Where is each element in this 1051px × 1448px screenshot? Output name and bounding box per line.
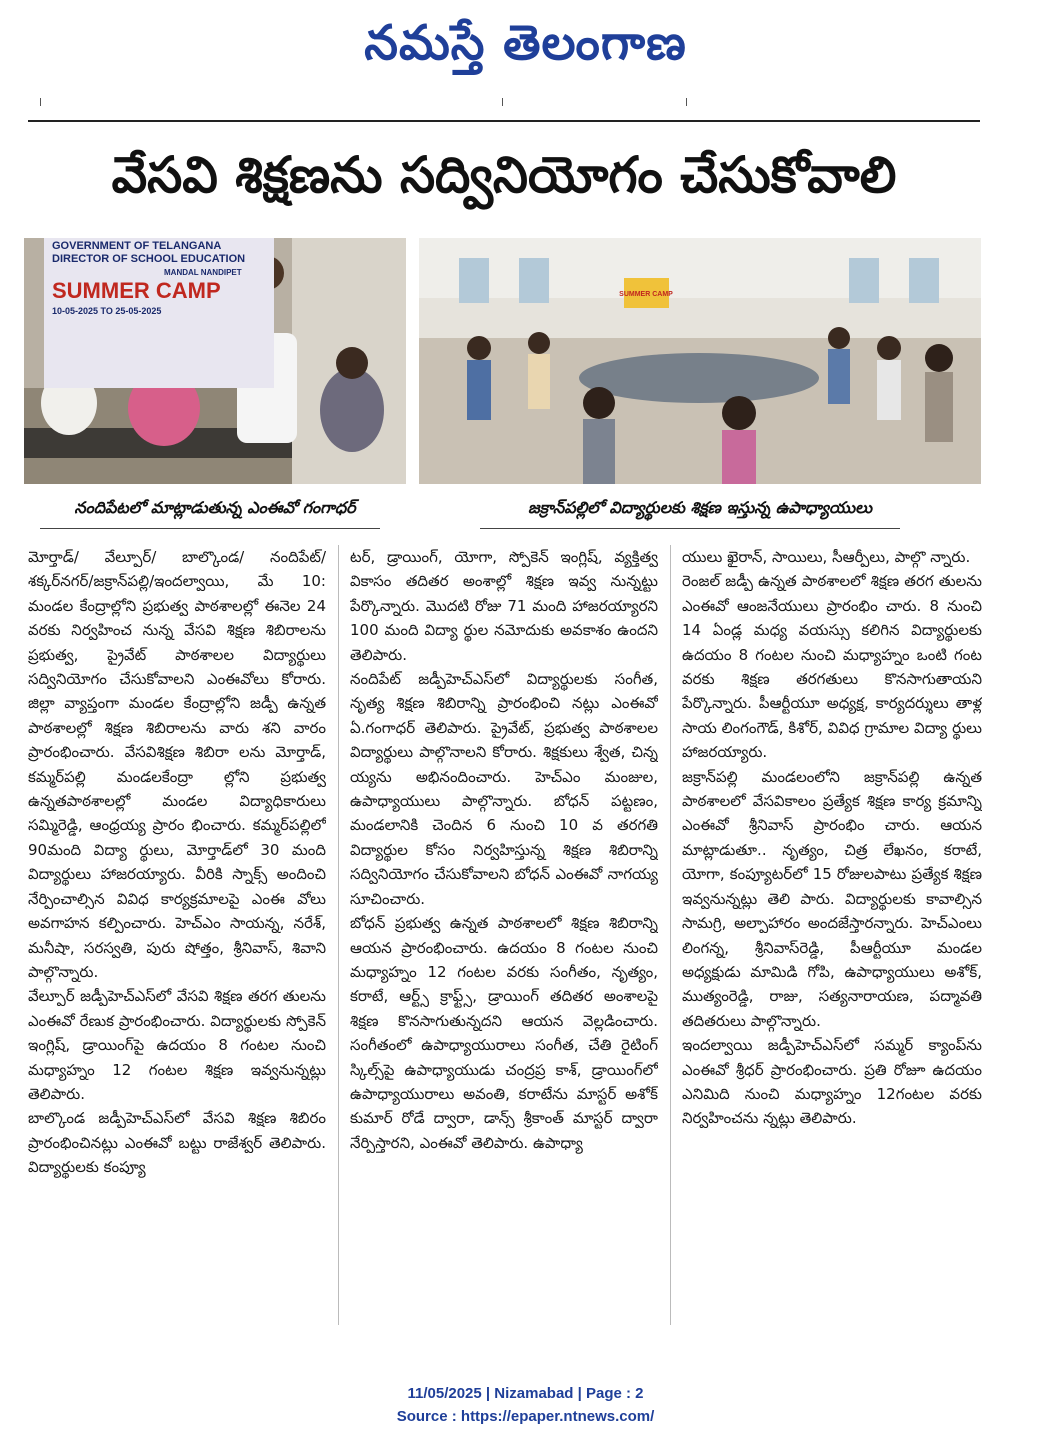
article-headline: వేసవి శిక్షణను సద్వినియోగం చేసుకోవాలి [111, 146, 897, 204]
masthead [0, 0, 1051, 90]
summer-camp-banner [44, 238, 274, 388]
paragraph: బోధన్ ప్రభుత్వ ఉన్నత పాఠశాలలో శిక్షణ శిబిరాన్ని ఆయన ప్రారంభించారు. ఉదయం 8 గంటల నుంచి మధ్యాహ్నం 12 గంటల వరకు సంగీతం, నృత్యం, కరాటే, ఆర్ట్స్ క్రాఫ్ట్స్, డ్రాయింగ్ తదితర అంశాలపై శిక్షణ కొనసాగుతున్నదని ఆయన వెల్లడించారు. సంగీతంలో ఉపాధ్యాయురాలు సంగీత, చేతి రైటింగ్ స్కిల్స్‌పై ఉపాధ్యాయుడు చంద్రప్ర కాశ్, డ్రాయింగ్‌లో ఉపాధ్యాయురాలు అవంతి, కరాటేను మాస్టర్ అశోక్ కుమార్ రోడే ద్వారా, డాన్స్ శ్రీకాంత్ మాస్టర్ ద్వారా నేర్పిస్తారని, ఎంఈవో తెలిపారు. ఉపాధ్యా [350, 914, 658, 1152]
photo-caption-right: జక్రాన్‌పల్లిలో విద్యార్థులకు శిక్షణ ఇస్తున్న ఉపాధ్యాయులు [527, 498, 873, 517]
article-column-1 [28, 545, 326, 1325]
summer-camp-poster: SUMMER CAMP [619, 291, 673, 298]
paragraph: టర్, డ్రాయింగ్, యోగా, స్పోకెన్ ఇంగ్లిష్, వ్యక్తిత్వ వికాసం తదితర అంశాల్లో శిక్షణ ఇవ్వ నున్నట్టు పేర్కొన్నారు. మొదటి రోజు 71 మంది హాజరయ్యారని 100 మంది విద్యా ర్థుల నమోదుకు అవకాశం ఉందని తెలిపారు. [350, 548, 658, 664]
paragraph: బాల్కొండ జడ్పీహెచ్‌ఎస్‌లో వేసవి శిక్షణ శిబిరం ప్రారంభించినట్లు ఎంఈవో బట్టు రాజేశ్వర్ తెలిపారు. విద్యార్థులకు కంప్యూ [28, 1109, 326, 1177]
banner-text: 10-05-2025 TO 25-05-2025 [52, 306, 162, 316]
banner-text: SUMMER CAMP [52, 278, 221, 303]
divider [686, 98, 687, 106]
photo-summer-camp-nandipet [24, 238, 406, 484]
banner-text: DIRECTOR OF SCHOOL EDUCATION [52, 253, 246, 265]
divider [480, 528, 900, 529]
divider [502, 98, 503, 106]
paragraph: రెంజల్ జడ్పీ ఉన్నత పాఠశాలలో శిక్షణ తరగ తులను ఎంఈవో ఆంజనేయులు ప్రారంభిం చారు. 8 నుంచి 14 ఏండ్ల మధ్య వయస్సు కలిగిన విద్యార్థులకు ఉదయం 8 గంటల నుంచి మధ్యాహ్నం ఒంటి గంట వరకు శిక్షణ తరగతులు కొనసాగుతాయని పేర్కొన్నారు. పీఆర్టీయూ అధ్యక్ష, కార్యదర్శులు తాళ్ల సాయ లింగంగౌడ్, కిశోర్, వివిధ గ్రామాల విద్యా ర్థులు హాజరయ్యారు. [682, 572, 982, 762]
paragraph: మోర్తాడ్/ వేల్పూర్/ బాల్కొండ/ నందిపేట్/ శక్కర్‌నగర్/జక్రాన్‌పల్లి/ఇందల్వాయి, మే 10: మండల కేంద్రాల్లోని ప్రభుత్వ పాఠశాలల్లో ఈనెల 24 వరకు నిర్వహించ నున్న వేసవి శిక్షణ శిబిరాలను ప్రభుత్వ, ప్రైవేట్ పాఠశాలల విద్యార్థులు సద్వినియోగం చేసుకోవాలని ఎంఈవోలు కోరారు. జిల్లా వ్యాప్తంగా మండల కేంద్రాల్లోని జడ్పీ ఉన్నత పాఠశాలల్లో శిక్షణ శిబిరాలను వారు శని వారం ప్రారంభించారు. వేసవిశిక్షణ శిబిరా లను మోర్తాడ్, కమ్మర్‌పల్లి మండలకేంద్రా ల్లోని ప్రభుత్వ ఉన్నతపాఠశాలల్లో మండల విద్యాధికారులు సమ్మిరెడ్డి, ఆంధ్రయ్య ప్రారం భించారు. కమ్మర్‌పల్లిలో 90మంది విద్యా ర్థులు, మోర్తాడ్‌లో 30 మంది విద్యార్థులు హాజరయ్యారు. వీరికి స్నాక్స్ అందించి నేర్పించాల్సిన వివిధ కార్యక్రమాలపై ఎంఈ వోలు అవగాహన కల్పించారు. హెచ్‌ఎం సాయన్న, నరేశ్, మనీషా, సరస్వతి, పురు షోత్తం, శ్రీనివాస్, శివాని పాల్గొన్నారు. [28, 548, 326, 981]
article-column-2 [350, 545, 658, 1325]
photo-students-training [419, 238, 981, 484]
paragraph: వేల్పూర్ జడ్పీహెచ్‌ఎస్‌లో వేసవి శిక్షణ తరగ తులను ఎంఈవో రేణుక ప్రారంభించారు. విద్యార్థులకు స్పోకెన్ ఇంగ్లిష్, డ్రాయింగ్‌పై ఉదయం 8 గంటల నుంచి మధ్యాహ్నం 12 గంటల శిక్షణ ఇవ్వనున్నట్లు తెలిపారు. [28, 987, 326, 1103]
column-divider [670, 545, 671, 1325]
divider [40, 528, 380, 529]
footer-dateline: 11/05/2025 | Nizamabad | Page : 2 [407, 1385, 644, 1402]
newspaper-logo: నమస్తే తెలంగాణ [364, 15, 687, 71]
article-column-3 [682, 545, 982, 1325]
paragraph: ఇందల్వాయి జడ్పీహెచ్‌ఎస్‌లో సమ్మర్ క్యాంప్‌ను ఎంఈవో శ్రీధర్ ప్రారంభించారు. ప్రతి రోజూ ఉదయం ఎనిమిది నుంచి మధ్యాహ్నం 12గంటల వరకు నిర్వహించను న్నట్లు తెలిపారు. [682, 1036, 982, 1128]
divider [40, 98, 41, 106]
photo-caption-left: నందిపేటలో మాట్లాడుతున్న ఎంఈవో గంగాధర్ [74, 498, 356, 517]
banner-text: GOVERNMENT OF TELANGANA [52, 240, 222, 252]
column-divider [338, 545, 339, 1325]
divider [28, 120, 980, 122]
paragraph: జక్రాన్‌పల్లి మండలంలోని జక్రాన్‌పల్లి ఉన్నత పాఠశాలలో వేసవికాలం ప్రత్యేక శిక్షణ కార్య క్రమాన్ని ఎంఈవో శ్రీనివాస్ ప్రారంభిం చారు. ఆయన మాట్లాడుతూ.. నృత్యం, చిత్ర లేఖనం, కరాటే, యోగా, కంప్యూటర్‌లో 15 రోజులపాటు ప్రత్యేక శిక్షణ ఇవ్వనున్నట్లు తెలి పారు. విద్యార్థులకు కావాల్సిన సామగ్రి, అల్పాహారం అందజేస్తారన్నారు. హెచ్‌ఎంలు లింగన్న, శ్రీనివాస్‌రెడ్డి, పీఆర్టీయూ మండల అధ్యక్షుడు మామిడి గోపి, ఉపాధ్యాయులు అశోక్, ముత్యంరెడ్డి, రాజు, సత్యనారాయణ, పద్మావతి తదితరులు పాల్గొన్నారు. [682, 767, 982, 1030]
footer-source-link[interactable]: Source : https://epaper.ntnews.com/ [396, 1408, 655, 1425]
paragraph: యులు ఖైరాన్, సాయిలు, సీఆర్పీలు, పాల్గొ న్నారు. [682, 548, 971, 566]
banner-text: MANDAL NANDIPET [164, 268, 242, 277]
paragraph: నందిపేట్ జడ్పీహెచ్‌ఎస్‌లో విద్యార్థులకు సంగీత, నృత్య శిక్షణ శిబిరాన్ని ప్రారంభించి నట్లు ఎంఈవో ఏ.గంగాధర్ తెలిపారు. ప్రైవేట్, ప్రభుత్వ పాఠశాలల విద్యార్థులు పాల్గొనాలని కోరారు. శిక్షకులు శ్వేత, చిన్న య్యను అభినందించారు. హెచ్‌ఎం మంజుల, ఉపాధ్యాయులు పాల్గొన్నారు. బోధన్ పట్టణం, మండలానికి చెందిన 6 నుంచి 10 వ తరగతి విద్యార్థుల కోసం నిర్వహిస్తున్న శిక్షణ శిబిరాన్ని సద్వినియోగం చేసుకోవాలని బోధన్ ఎంఈవో నాగయ్య సూచించారు. [350, 670, 658, 908]
